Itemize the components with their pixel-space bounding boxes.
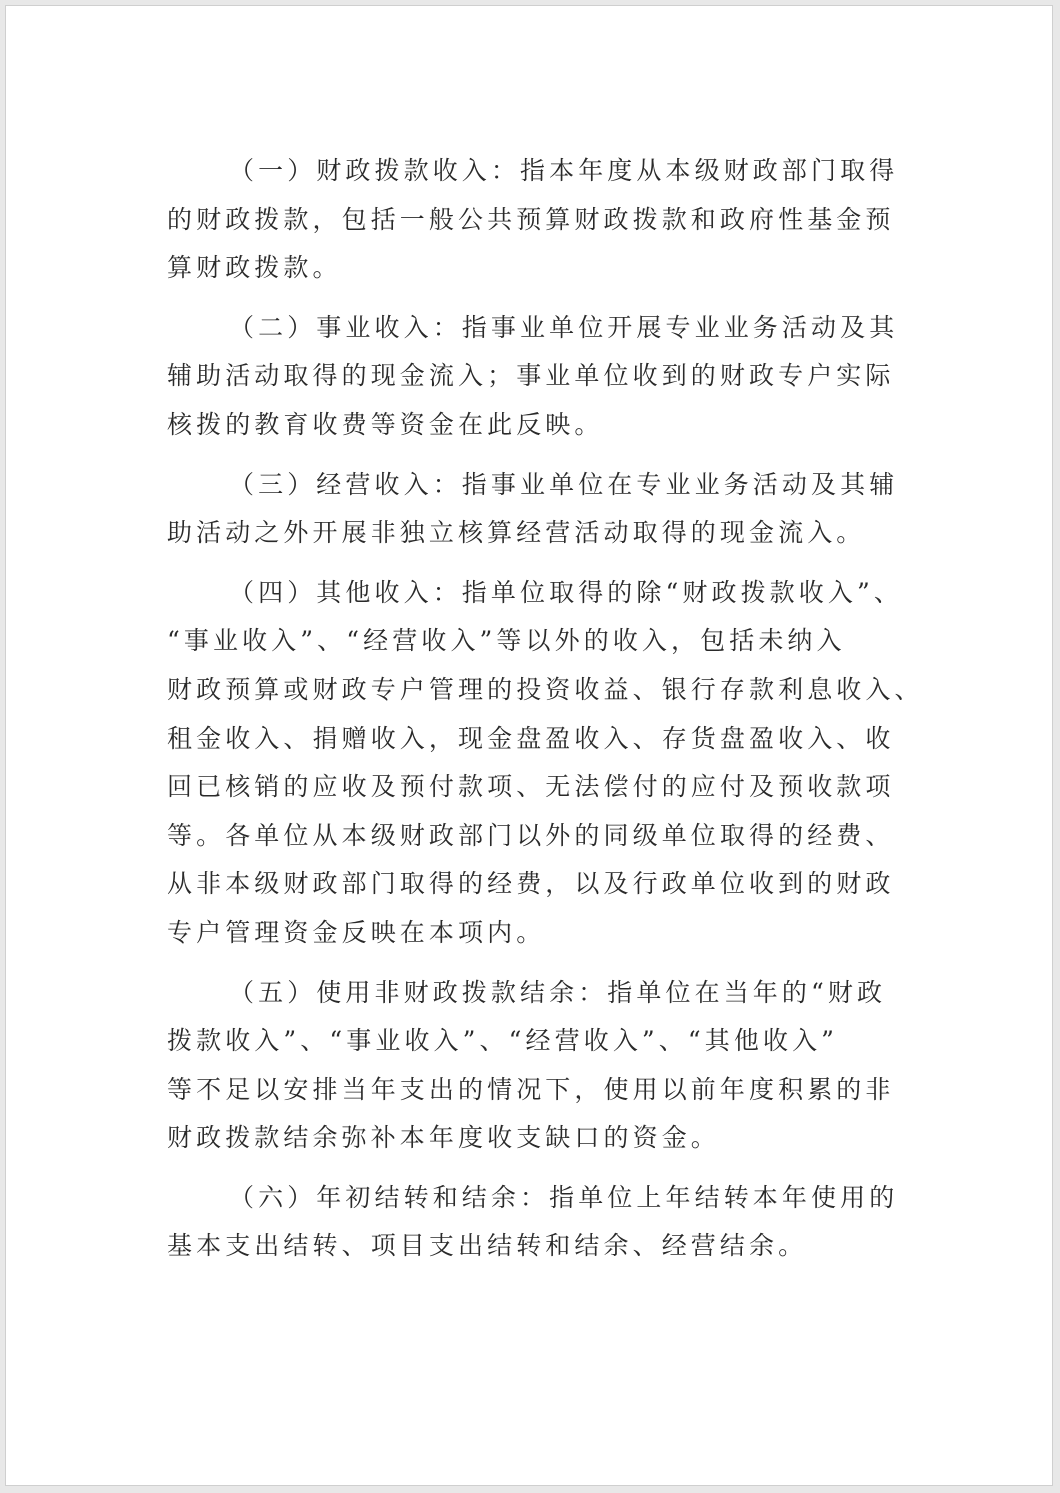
text-line: 基本支出结转、项目支出结转和结余、经营结余。 (167, 1231, 808, 1261)
text-line: 财政预算或财政专户管理的投资收益、银行存款利息收入、 (167, 674, 924, 704)
text-line: 核拨的教育收费等资金在此反映。 (167, 409, 604, 439)
text-line: （六）年初结转和结余：指单位上年结转本年使用的 (229, 1182, 899, 1212)
text-line: 租金收入、捐赠收入，现金盘盈收入、存货盘盈收入、收 (167, 723, 895, 753)
document-body (167, 147, 924, 1282)
text-line: （三）经营收入：指事业单位在专业业务活动及其辅 (229, 469, 899, 499)
paragraph-non-fiscal-balance-use (167, 969, 917, 1163)
text-line: 专户管理资金反映在本项内。 (167, 917, 546, 947)
document-page (5, 5, 1053, 1486)
text-line: 助活动之外开展非独立核算经营活动取得的现金流入。 (167, 518, 866, 548)
text-line: “事业收入”、“经营收入”等以外的收入，包括未纳入 (167, 626, 846, 656)
paragraph-business-income (167, 304, 917, 450)
text-line: 拨款收入”、“事业收入”、“经营收入”、“其他收入” (167, 1026, 839, 1056)
text-line: 从非本级财政部门取得的经费，以及行政单位收到的财政 (167, 869, 895, 899)
paragraph-fiscal-appropriation-income (167, 147, 917, 293)
text-line: 辅助活动取得的现金流入；事业单位收到的财政专户实际 (167, 361, 895, 391)
text-line: 等不足以安排当年支出的情况下，使用以前年度积累的非 (167, 1074, 895, 1104)
text-line: （四）其他收入：指单位取得的除“财政拨款收入”、 (229, 577, 903, 607)
paragraph-operating-income (167, 461, 917, 558)
text-line: （二）事业收入：指事业单位开展专业业务活动及其 (229, 312, 899, 342)
text-line: 等。各单位从本级财政部门以外的同级单位取得的经费、 (167, 820, 895, 850)
paragraph-opening-carryover (167, 1174, 917, 1271)
text-line: 算财政拨款。 (167, 253, 342, 283)
paragraph-other-income (167, 569, 924, 958)
text-line: 财政拨款结余弥补本年度收支缺口的资金。 (167, 1123, 720, 1153)
text-line: （五）使用非财政拨款结余：指单位在当年的“财政 (229, 977, 887, 1007)
text-line: 回已核销的应收及预付款项、无法偿付的应付及预收款项 (167, 772, 895, 802)
text-line: 的财政拨款，包括一般公共预算财政拨款和政府性基金预 (167, 204, 895, 234)
text-line: （一）财政拨款收入：指本年度从本级财政部门取得 (229, 156, 899, 185)
